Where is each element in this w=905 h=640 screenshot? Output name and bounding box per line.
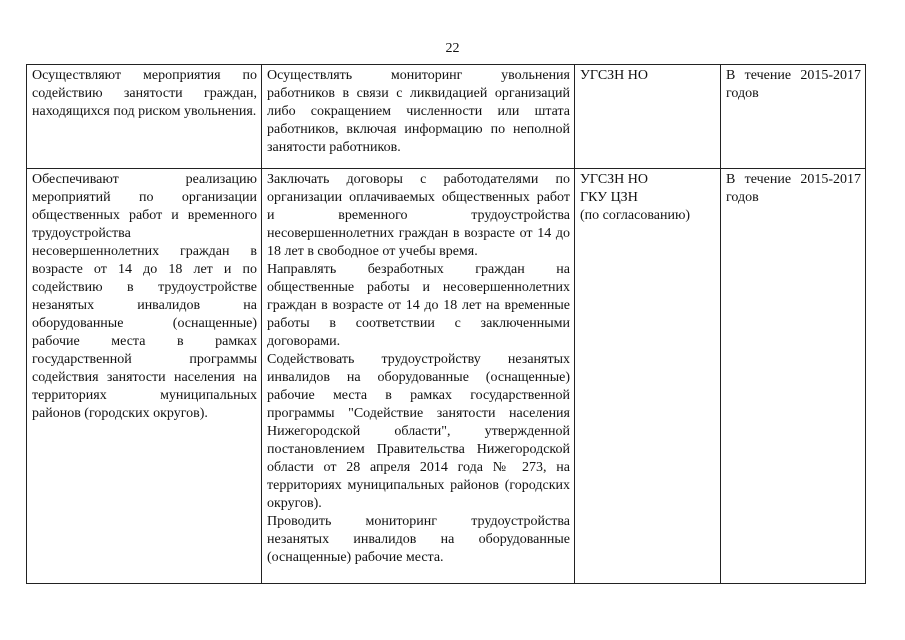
page-number: 22 [445, 41, 460, 56]
action-text: Проводить мониторинг трудоустройства незанятых инвалидов на оборудованные (оснащенные) рабочие места. [267, 514, 570, 565]
action-text: Осуществлять мониторинг увольнения работников в связи с ликвидацией организаций либо сокращением численности или штата работников, включая информацию по неполной занятости работников. [267, 68, 570, 155]
executor-text: ГКУ ЦЗН [580, 190, 638, 205]
executor-cell [575, 65, 721, 169]
executor-text: УГСЗН НО [580, 172, 649, 187]
table-row [27, 169, 866, 584]
measure-text: Осуществляют мероприятия по содействию занятости граждан, находящихся под риском увольнения. [32, 68, 257, 119]
action-cell [262, 169, 575, 584]
action-cell [262, 65, 575, 169]
action-text: Заключать договоры с работодателями по организации оплачиваемых общественных работ и временного трудоустройства несовершеннолетних граждан в возрасте от 14 до 18 лет в свободное от учебы время. [267, 172, 570, 259]
measure-cell [27, 65, 262, 169]
deadline-text: В течение 2015-2017 годов [726, 172, 861, 205]
measures-table [26, 64, 866, 584]
measure-cell [27, 169, 262, 584]
executor-cell [575, 169, 721, 584]
executor-text: (по согласованию) [580, 208, 691, 223]
table-row [27, 65, 866, 169]
executor-text: УГСЗН НО [580, 68, 649, 83]
deadline-text: В течение 2015-2017 годов [726, 68, 861, 101]
action-text: Содействовать трудоустройству незанятых инвалидов на оборудованные (оснащенные) рабочие места в рамках государственной программы "Содействие занятости населения Нижегородской области", утвержденной постановлением Правительства Нижегородской области от 28 апреля 2014 года № 273, на территориях муниципальных районов (городских округов). [267, 352, 570, 511]
measure-text: Обеспечивают реализацию мероприятий по организации общественных работ и временного трудоустройства несовершеннолетних граждан в возрасте от 14 до 18 лет и по содействию в трудоустройстве незанятых инвалидов на оборудованные (оснащенные) рабочие места в рамках государственной программы содействия занятости населения на территориях муниципальных районов (городских округов). [32, 172, 257, 421]
deadline-cell [721, 169, 866, 584]
action-text: Направлять безработных граждан на общественные работы и несовершеннолетних граждан в возрасте от 14 до 18 лет на временные работы в соответствии с заключенными договорами. [267, 262, 570, 349]
deadline-cell [721, 65, 866, 169]
